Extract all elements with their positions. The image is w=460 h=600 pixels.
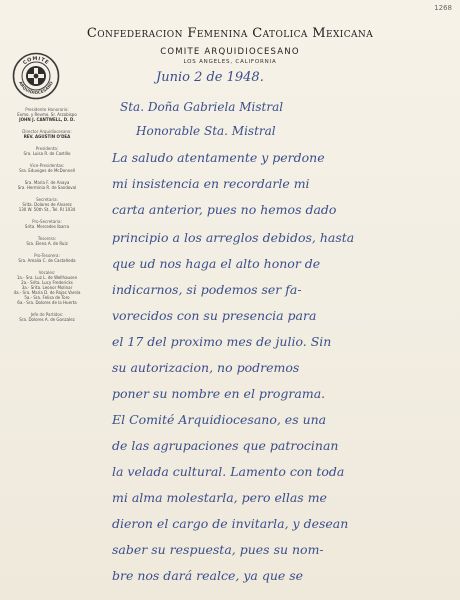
roster-name: 5a.- Sra. Felisa de Toro	[24, 295, 70, 300]
roster-group	[2, 219, 92, 229]
cross-emblem-icon	[26, 66, 46, 86]
committee-seal	[12, 52, 60, 100]
roster-role: Vocales:	[38, 270, 56, 275]
roster-role: Jefe de Partidos:	[30, 312, 64, 317]
roster-role: Tesorera:	[37, 236, 57, 241]
roster-group	[2, 312, 92, 322]
roster-group	[2, 107, 92, 122]
letter-line: mi insistencia en recordarle mi	[112, 176, 310, 191]
letter-date: Junio 2 de 1948.	[156, 70, 264, 85]
roster-name: Srita. Mercedes Ibarra	[24, 224, 70, 229]
roster-name: Exmo. y Revmo. Sr. Arzobispo	[17, 112, 77, 117]
roster-name: 4a.- Sra. Maria D. de Rojas Varela	[13, 290, 81, 295]
committee-name: COMITE ARQUIDIOCESANO	[160, 47, 300, 57]
letter-line: El Comité Arquidiocesano, es una	[112, 412, 327, 427]
roster-name: Sra. Maria F. de Anaya	[24, 180, 70, 185]
roster-role: Presidenta:	[35, 146, 59, 151]
letter-line: mi alma molestarla, pero ellas me	[112, 490, 327, 505]
archive-number: 1268	[434, 4, 452, 12]
roster-role: Pro-Secretaria:	[32, 219, 62, 224]
letter-line: indicarnos, si podemos ser fa-	[112, 282, 302, 297]
city-line: LOS ANGELES, CALIFORNIA	[183, 59, 277, 65]
roster-role: Vice-Presidentas:	[29, 163, 65, 168]
roster-name: 130 W. 50th St., Tel. RI 1034	[18, 207, 76, 212]
letter-line: La saludo atentamente y perdone	[112, 150, 325, 165]
letter-line: dieron el cargo de invitarla, y desean	[112, 516, 349, 531]
roster-group	[2, 129, 92, 139]
svg-text:COMITE	[22, 56, 50, 66]
letter-line: poner su nombre en el programa.	[112, 386, 326, 401]
roster-name: Sra. Elena A. de Ruiz	[26, 241, 68, 246]
roster-name: 2a.- Srita. Lucy Fredericks	[21, 280, 73, 285]
roster-name: 3a.- Srita. Leonor Molinar	[21, 285, 73, 290]
roster-group	[2, 270, 92, 305]
roster-name: Sra. Dolores A. de Gonzalez	[19, 317, 75, 322]
letter-line: su autorizacion, no podremos	[112, 360, 300, 375]
roster-group	[2, 197, 92, 212]
roster-role: Secretaria:	[36, 197, 58, 202]
letter-line: bre nos dará realce, ya que se	[112, 568, 304, 583]
roster-name: 1a.- Sra. Luz L. de Wellhausen	[16, 275, 78, 280]
letter-salutation: Honorable Sta. Mistral	[136, 124, 276, 138]
letterhead	[80, 26, 380, 65]
letter-line: el 17 del proximo mes de julio. Sin	[112, 334, 332, 349]
roster-name: Srita. Dolores de Alvarez	[22, 202, 72, 207]
letter-line: vorecidos con su presencia para	[112, 308, 317, 323]
roster-name: Sra. Luisa R. de Castillo	[23, 151, 71, 156]
roster-role: Presidente Honorario:	[25, 107, 69, 112]
letter-line: que ud nos haga el alto honor de	[112, 256, 321, 271]
seal-top-text: COMITE	[22, 55, 50, 67]
committee-roster	[2, 107, 92, 329]
roster-group	[2, 236, 92, 246]
organization-name: Confederacion Femenina Catolica Mexicana	[86, 26, 374, 41]
letter-line: principio a los arreglos debidos, hasta	[112, 230, 355, 245]
roster-group	[2, 253, 92, 263]
roster-name: Sra. Eduviges de McDonnell	[19, 168, 75, 173]
roster-group	[2, 180, 92, 190]
roster-name: 6a.- Sra. Dolores de la Huerta	[17, 300, 77, 305]
seal-bottom-text: ARQUIDIOCESANO	[18, 80, 54, 96]
roster-name: JOHN J. CANTWELL, D. D.	[19, 117, 75, 122]
roster-role: Director Arquidiocesano:	[22, 129, 72, 134]
roster-role: Pro-Tesorera:	[34, 253, 60, 258]
roster-name: Sra. Herminia R. de Sandoval	[17, 185, 77, 190]
letter-addressee: Sta. Doña Gabriela Mistral	[120, 100, 284, 114]
roster-name: REV. AGUSTIN O'DEA	[23, 134, 71, 139]
roster-group	[2, 163, 92, 173]
roster-name: Sra. Amalia C. de Castañeda	[18, 258, 76, 263]
letter-line: de las agrupaciones que patrocinan	[112, 438, 339, 453]
letter-line: carta anterior, pues no hemos dado	[112, 202, 337, 217]
letter-line: la velada cultural. Lamento con toda	[112, 464, 345, 479]
letter-line: saber su respuesta, pues su nom-	[112, 542, 324, 557]
roster-group	[2, 146, 92, 156]
